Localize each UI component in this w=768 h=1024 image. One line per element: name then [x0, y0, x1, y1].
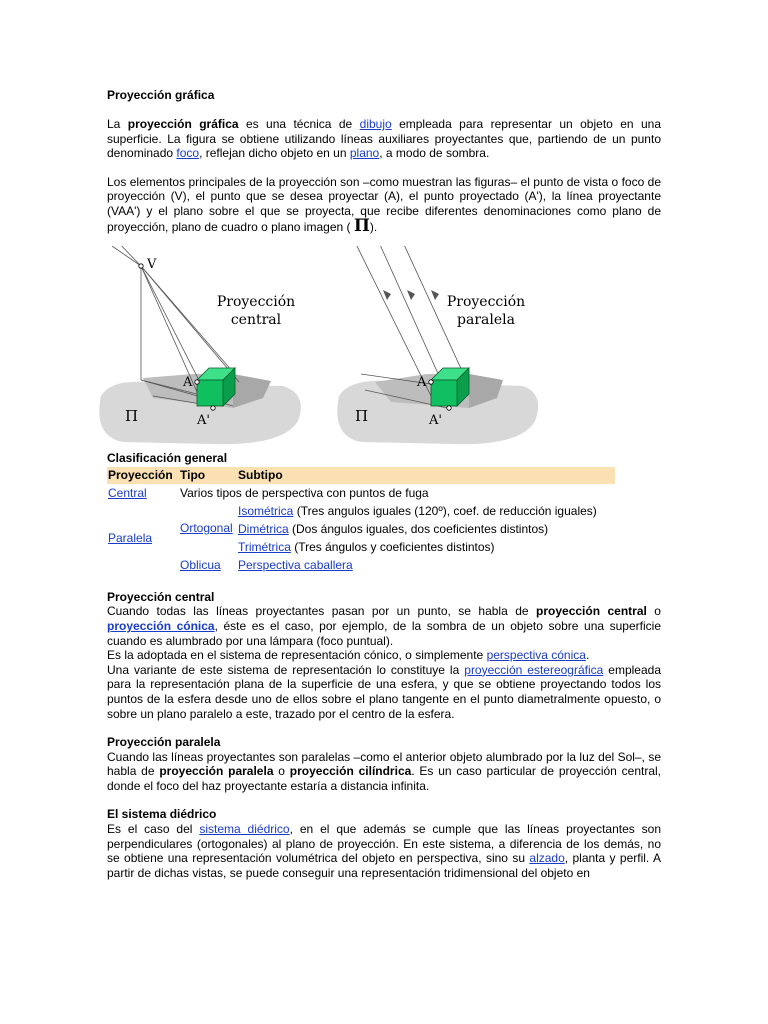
link-paralela[interactable]: Paralela — [108, 530, 153, 545]
link-sistema-diedrico[interactable]: sistema diédrico — [199, 822, 290, 837]
plane-symbol: Π — [353, 215, 370, 236]
link-dimetrica[interactable]: Dimétrica — [238, 521, 289, 536]
link-plano[interactable]: plano — [349, 146, 380, 161]
table-row: Dimétrica (Dos ángulos iguales, dos coeficientes distintos) — [238, 521, 549, 536]
point-v-marker — [139, 264, 143, 268]
table-row — [107, 556, 615, 574]
header-subtipo: Subtipo — [237, 467, 615, 484]
table-row: Trimétrica (Tres ángulos y coeficientes distintos) — [238, 539, 495, 554]
table-row — [107, 484, 615, 502]
diedrico-section: El sistema diédrico Es el caso del sistema diédrico, en el que además se cumple que las líneas proyectantes son perpendiculares (ortogonales) al plano de proyección. En este sistema, a diferencia de los demás, no se obtiene una representación volumétrica del objeto en perspectiva, sino su alzado, planta y perfil. A partir de dichas vistas, se puede conseguir una representación tridimensional del objeto en — [107, 807, 662, 880]
parallel-projection-section: Proyección paralela Cuando las líneas proyectantes son paralelas –como el anterior objeto alumbrado por la luz del Sol–, se habla de proyección paralela o proyección cilíndrica. Es un caso particular de proyección central, donde el foco del haz proyectante estaría a distancia infinita. — [107, 735, 661, 793]
link-proyeccion-estereografica[interactable]: proyección estereográfica — [464, 662, 604, 677]
link-foco[interactable]: foco — [176, 146, 200, 161]
link-trimetrica[interactable]: Trimétrica — [238, 539, 291, 554]
label-a-parallel: A — [417, 375, 427, 391]
parallel-section-heading: Proyección paralela — [107, 735, 221, 750]
central-title-line-1: Proyección — [216, 294, 296, 311]
link-ortogonal[interactable]: Ortogonal — [180, 520, 233, 535]
diedrico-section-heading: El sistema diédrico — [107, 807, 217, 822]
point-a-prime-marker — [211, 406, 215, 410]
link-isometrica[interactable]: Isométrica — [238, 503, 294, 518]
parallel-title-line-2: paralela — [457, 312, 515, 329]
table-row: Paralela Ortogonal Isométrica (Tres angulos iguales (120º), coef. de reducción iguales) — [108, 503, 597, 545]
classification-heading: Clasificación general — [107, 451, 228, 466]
table-header-row — [107, 467, 615, 484]
link-central[interactable]: Central — [108, 485, 147, 500]
parallel-projection-diagram — [337, 246, 538, 444]
projection-figure — [93, 246, 647, 451]
projection-diagram — [93, 246, 647, 451]
header-proyeccion: Proyección — [107, 467, 179, 484]
intro-paragraph-1: La proyección gráfica es una técnica de dibujo empleada para representar un objeto en una superficie. La figura se obtiene utilizando líneas auxiliares proyectantes que, partiendo de un punto denominado foco, reflejan dicho objeto en un plano, a modo de sombra. — [107, 117, 662, 161]
central-title-line-2: central — [230, 312, 282, 329]
label-a: A — [183, 375, 193, 391]
label-plane-parallel: Π — [355, 407, 369, 426]
label-v: V — [147, 257, 157, 273]
central-projection-section: Proyección central Cuando todas las líneas proyectantes pasan por un punto, se habla de proyección central o proyección cónica, éste es el caso, por ejemplo, de la sombra de un objeto sobre una superficie cuando es alumbrado por una lámpara (foco puntual). Es la adoptada en el sistema de representación cónico, o simplemente perspectiva cónica. Una variante de este sistema de representación lo constituye la proyección estereográfica empleada para la representación plana de la superficie de una esfera, y que se obtiene proyectando todos los puntos de la esfera desde uno de ellos sobre el plano tangente en el punto diametralmente opuesto, o sobre un plano paralelo a este, trazado por el centro de la esfera. — [107, 589, 662, 721]
document-page — [107, 88, 661, 894]
intro-paragraph-2: Los elementos principales de la proyección son –como muestran las figuras– el punto de vista o foco de proyección (V), el punto que se desea proyectar (A), el punto proyectado (A'), la línea proyectante (VAA') y el plano sobre el que se proyecta, que recibe diferentes denominaciones como plano de proyección, plano de cuadro o plano imagen ( Π). — [107, 174, 661, 236]
label-plane-central: Π — [125, 407, 139, 426]
label-a-prime: A' — [197, 413, 210, 429]
link-dibujo[interactable]: dibujo — [359, 117, 392, 131]
central-projection-diagram — [99, 246, 301, 444]
link-proyeccion-conica[interactable]: proyección cónica — [107, 618, 215, 633]
point-a-marker — [195, 380, 199, 384]
classification-table — [107, 467, 615, 574]
link-alzado[interactable]: alzado — [529, 851, 565, 866]
label-a-prime-parallel: A' — [429, 413, 442, 429]
central-section-heading: Proyección central — [107, 589, 215, 604]
central-description: Varios tipos de perspectiva con puntos de fuga — [180, 485, 429, 500]
link-perspectiva-conica[interactable]: perspectiva cónica — [486, 648, 586, 663]
page-title: Proyección gráfica — [107, 88, 215, 102]
link-perspectiva-caballera[interactable]: Perspectiva caballera — [238, 557, 353, 572]
link-oblicua[interactable]: Oblicua — [180, 557, 221, 572]
header-tipo: Tipo — [179, 467, 237, 484]
parallel-title-line-1: Proyección — [446, 294, 526, 311]
